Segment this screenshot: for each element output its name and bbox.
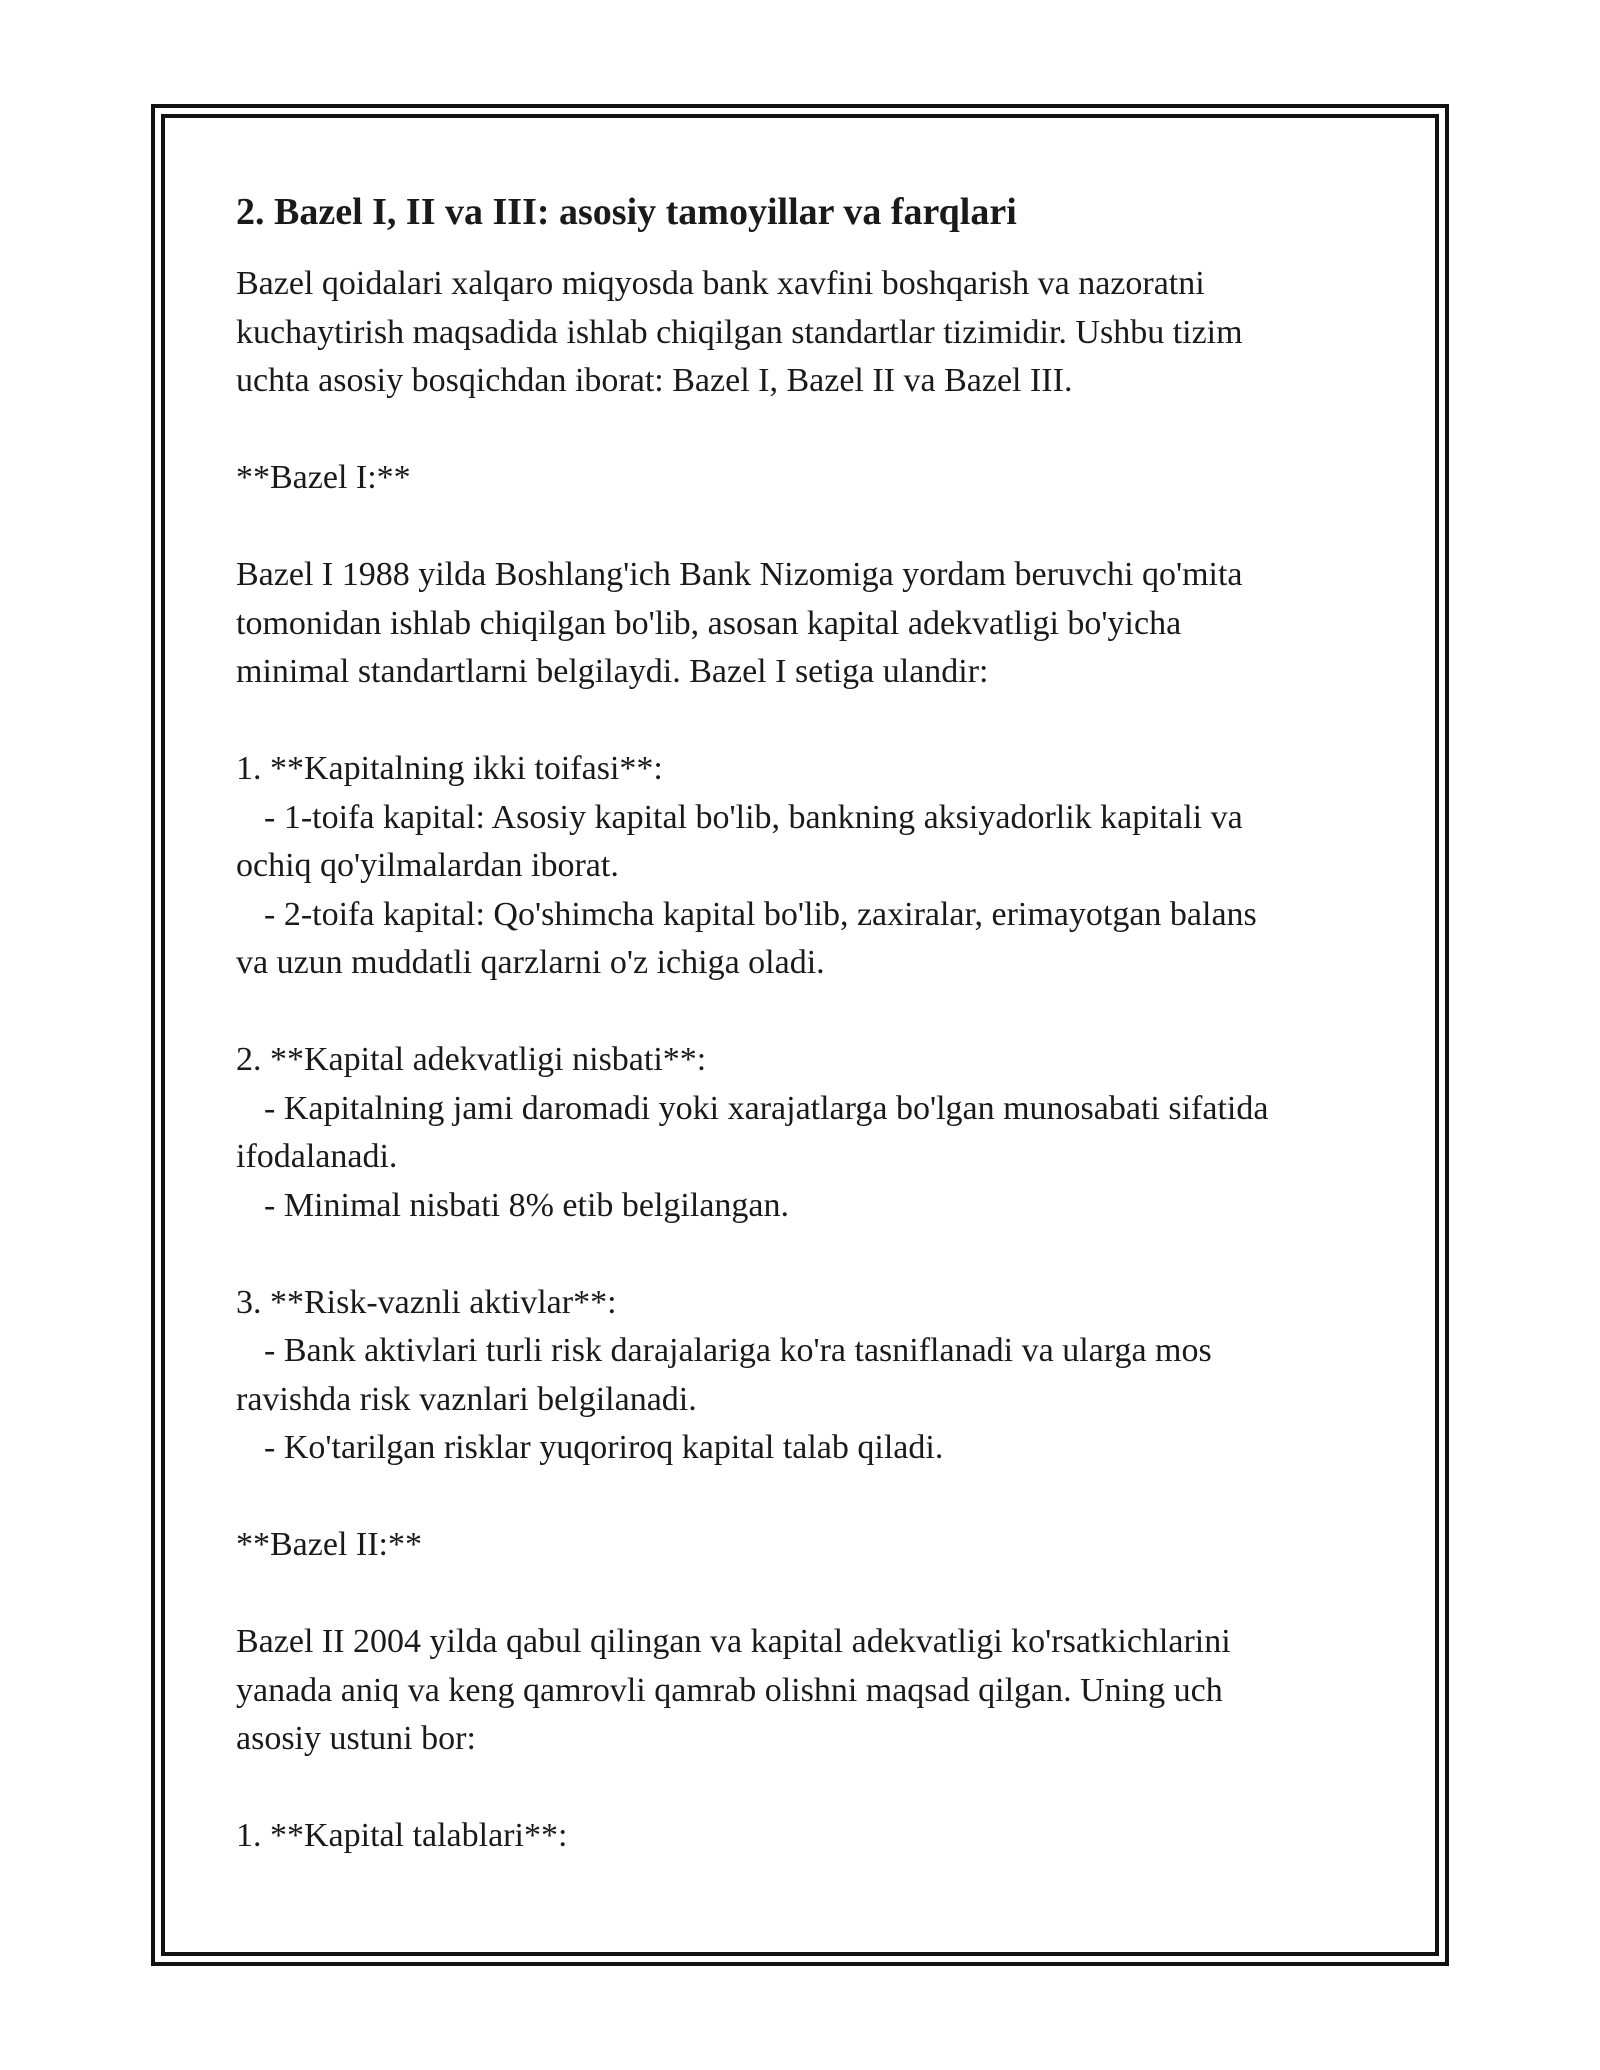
blank-line [236,1473,1366,1522]
text-line: kuchaytirish maqsadida ishlab chiqilgan standartlar tizimidir. Ushbu tizim [236,313,1243,351]
blank-line [236,1230,1366,1279]
text-line: ravishda risk vaznlari belgilanadi. [236,1380,697,1418]
document-text [236,260,1366,1861]
document-body [236,186,1366,1861]
text-line: 3. **Risk-vaznli aktivlar**: [236,1283,617,1321]
text-line: 2. **Kapital adekvatligi nisbati**: [236,1041,707,1078]
text-line: uchta asosiy bosqichdan iborat: Bazel I, Bazel II va Bazel III. [236,362,1073,399]
section-heading: 2. Bazel I, II va III: asosiy tamoyillar va farqlari [236,191,1017,233]
blank-line [236,503,1366,552]
text-line: 1. **Kapital talablari**: [236,1817,568,1854]
text-line: va uzun muddatli qarzlarni o'z ichiga oladi. [236,944,825,981]
text-line: 1. **Kapitalning ikki toifasi**: [236,750,663,787]
text-line: Bazel qoidalari xalqaro miqyosda bank xavfini boshqarish va nazoratni [236,265,1205,302]
blank-line [236,988,1366,1037]
text-line: tomonidan ishlab chiqilgan bo'lib, asosan kapital adekvatligi bo'yicha [236,604,1182,642]
text-line: asosiy ustuni bor: [236,1720,476,1757]
text-line: ifodalanadi. [236,1138,398,1175]
text-line: minimal standartlarni belgilaydi. Bazel I setiga ulandir: [236,653,989,690]
text-line: - Ko'tarilgan risklar yuqoriroq kapital talab qiladi. [264,1429,944,1466]
text-line: **Bazel I:** [236,459,411,496]
text-line: Bazel I 1988 yilda Boshlang'ich Bank Nizomiga yordam beruvchi qo'mita [236,556,1243,593]
blank-line [236,697,1366,746]
blank-line [236,1764,1366,1813]
text-line: - 2-toifa kapital: Qo'shimcha kapital bo'lib, zaxiralar, erimayotgan balans [264,895,1257,933]
text-line: Bazel II 2004 yilda qabul qilingan va kapital adekvatligi ko'rsatkichlarini [236,1623,1231,1660]
text-line: ochiq qo'yilmalardan iborat. [236,847,619,884]
text-line: - Kapitalning jami daromadi yoki xarajatlarga bo'lgan munosabati sifatida [264,1089,1269,1127]
text-line: **Bazel II:** [236,1526,422,1563]
blank-line [236,406,1366,455]
blank-line [236,1570,1366,1619]
text-line: - 1-toifa kapital: Asosiy kapital bo'lib, bankning aksiyadorlik kapitali va [264,798,1243,836]
text-line: - Minimal nisbati 8% etib belgilangan. [264,1186,790,1224]
text-line: yanada aniq va keng qamrovli qamrab olishni maqsad qilgan. Uning uch [236,1671,1223,1709]
text-line: - Bank aktivlari turli risk darajalariga ko'ra tasniflanadi va ularga mos [264,1332,1212,1369]
